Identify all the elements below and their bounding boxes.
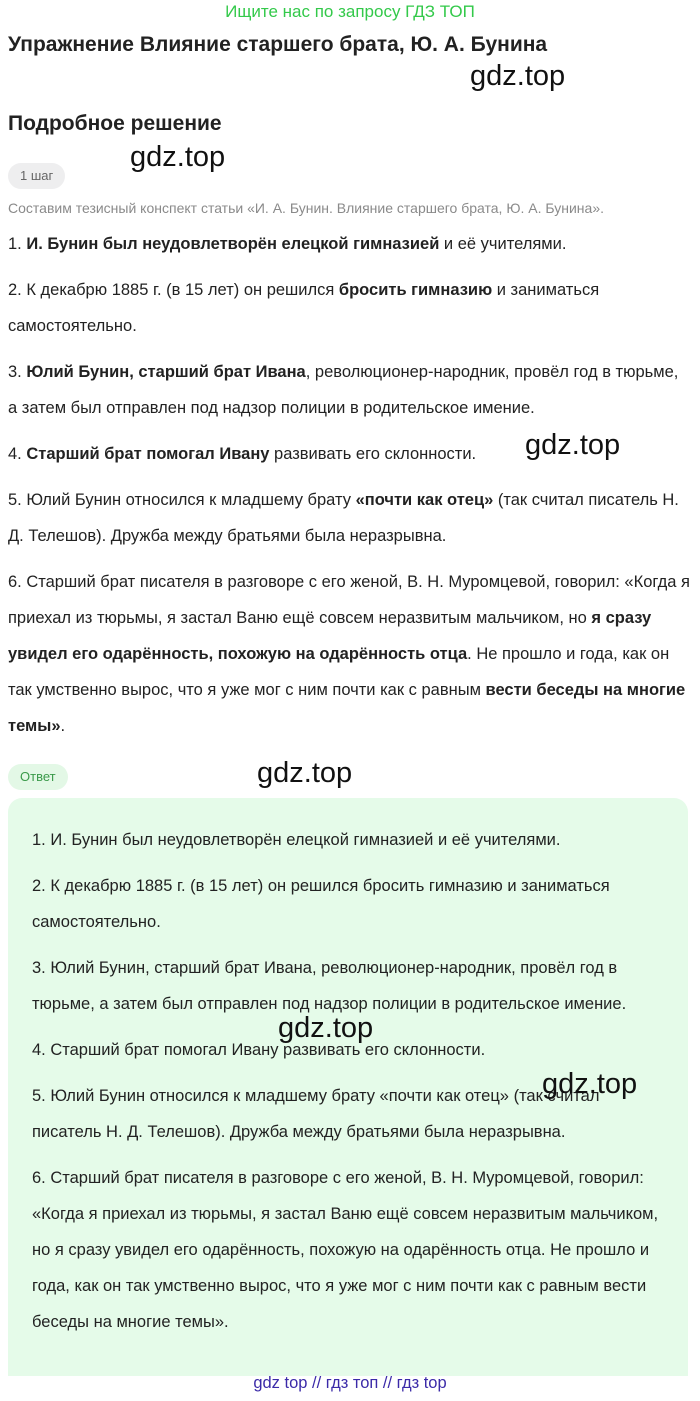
watermark: gdz.top (542, 1068, 638, 1100)
step-badge: 1 шаг (8, 163, 65, 189)
answer-item: 1. И. Бунин был неудовлетворён елецкой гимназией и её учителями. (32, 831, 561, 849)
intro-text: Составим тезисный конспект статьи «И. А. Бунин. Влияние старшего брата, Ю. А. Бунина». (8, 200, 604, 216)
search-banner[interactable]: Ищите нас по запросу ГДЗ ТОП (225, 2, 475, 21)
answer-item: 6. Старший брат писателя в разговоре с его женой, В. Н. Муромцевой, говорил: «Когда я приехал из тюрьмы, я застал Ваню ещё совсем неразвитым мальчиком, но я сразу увидел его одарённость, похожую на одарённость отца. Не прошло и года, как он так умственно вырос, что я уже мог с ним почти как с равным вести беседы на многие темы». (32, 1169, 659, 1331)
watermark: gdz.top (278, 1012, 374, 1044)
solution-item: 2. К декабрю 1885 г. (в 15 лет) он решился бросить гимназию и заниматься самостоятельно. (8, 281, 600, 335)
answer-item: 2. К декабрю 1885 г. (в 15 лет) он решился бросить гимназию и заниматься самостоятельно. (32, 877, 610, 931)
solution-item: 6. Старший брат писателя в разговоре с его женой, В. Н. Муромцевой, говорил: «Когда я приехал из тюрьмы, я застал Ваню ещё совсем неразвитым мальчиком, но я сразу увидел его одарённость, похожую на одарённость отца. Не прошло и года, как он так умственно вырос, что я уже мог с ним почти как с равным вести беседы на многие темы». (8, 573, 690, 735)
watermark: gdz.top (257, 757, 353, 789)
answer-item: 3. Юлий Бунин, старший брат Ивана, революционер-народник, провёл год в тюрьме, а затем был отправлен под надзор полиции в родительское имение. (32, 959, 627, 1013)
watermark: gdz.top (130, 141, 226, 173)
solution-item: 3. Юлий Бунин, старший брат Ивана, революционер-народник, провёл год в тюрьме, а затем был отправлен под надзор полиции в родительское имение. (8, 363, 679, 417)
page-title: Упражнение Влияние старшего брата, Ю. А. Бунина (8, 33, 548, 56)
answer-item: 4. Старший брат помогал Ивану развивать его склонности. (32, 1041, 486, 1059)
section-title: Подробное решение (8, 112, 222, 135)
footer-links[interactable]: gdz top // гдз топ // гдз top (253, 1374, 447, 1392)
solution-item: 4. Старший брат помогал Ивану развивать его склонности. (8, 445, 477, 463)
watermark: gdz.top (525, 429, 621, 461)
answer-item: 5. Юлий Бунин относился к младшему брату «почти как отец» (так считал писатель Н. Д. Телешов). Дружба между братьями была неразрывна. (32, 1087, 600, 1141)
solution-item: 1. И. Бунин был неудовлетворён елецкой гимназией и её учителями. (8, 235, 567, 253)
solution-body (8, 226, 692, 744)
watermark: gdz.top (470, 60, 566, 92)
solution-item: 5. Юлий Бунин относился к младшему брату «почти как отец» (так считал писатель Н. Д. Телешов). Дружба между братьями была неразрывна. (8, 491, 679, 545)
answer-badge: Ответ (8, 764, 68, 790)
